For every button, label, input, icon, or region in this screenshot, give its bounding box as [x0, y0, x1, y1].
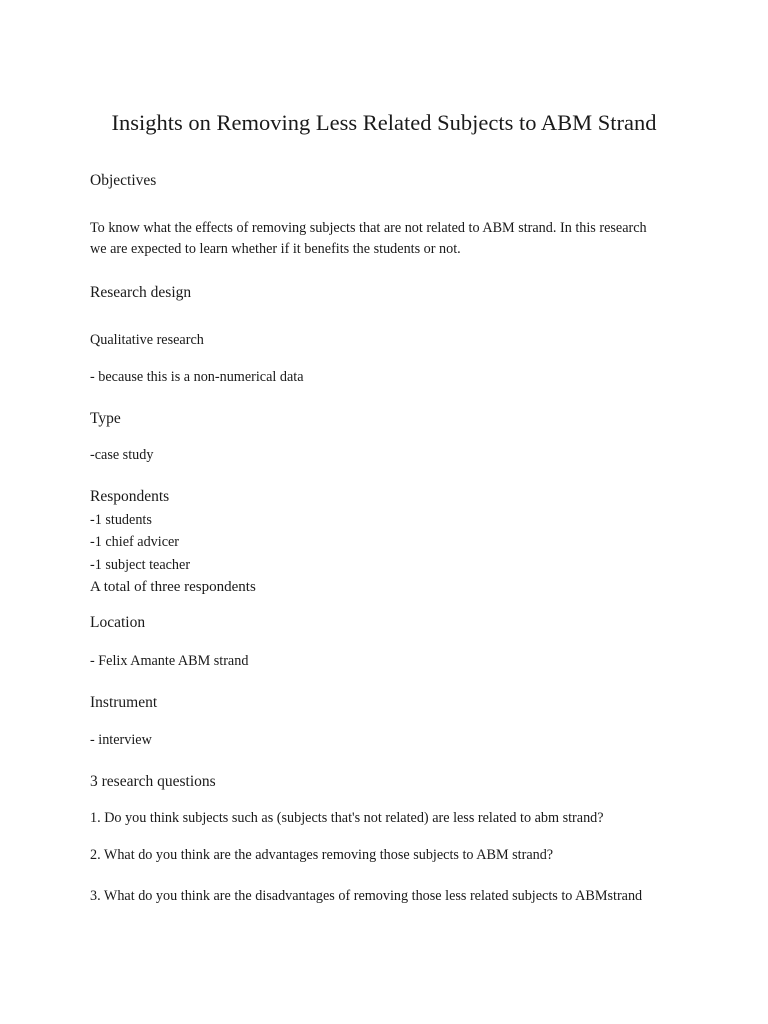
- respondents-list: [90, 509, 190, 576]
- respondent-item: -1 students: [90, 512, 152, 528]
- respondents-total: A total of three respondents: [90, 579, 256, 595]
- instrument-value: - interview: [90, 732, 152, 748]
- research-question-item: 3. What do you think are the disadvantages of removing those less related subjects to ABMstrand: [90, 888, 643, 904]
- research-design-kind: Qualitative research: [90, 332, 204, 348]
- location-value: - Felix Amante ABM strand: [90, 653, 249, 669]
- instrument-heading: Instrument: [90, 694, 158, 711]
- type-value: -case study: [90, 447, 154, 463]
- research-questions-heading: 3 research questions: [90, 773, 216, 790]
- type-heading: Type: [90, 410, 121, 427]
- respondent-item: -1 chief advicer: [90, 534, 180, 551]
- respondent-item: -1 subject teacher: [90, 556, 191, 573]
- objectives-heading: Objectives: [90, 172, 157, 189]
- research-question-item: 2. What do you think are the advantages removing those subjects to ABM strand?: [90, 847, 554, 863]
- document-title: Insights on Removing Less Related Subjects to ABM Strand: [111, 110, 657, 135]
- research-design-heading: Research design: [90, 284, 192, 301]
- research-design-reason: - because this is a non-numerical data: [90, 369, 304, 385]
- location-heading: Location: [90, 614, 146, 631]
- research-question-item: 1. Do you think subjects such as (subjects that's not related) are less related to abm strand?: [90, 810, 604, 826]
- objectives-text: To know what the effects of removing subjects that are not related to ABM strand. In this research we are expected to learn whether if it benefits the students or not.: [90, 220, 647, 257]
- respondents-heading: Respondents: [90, 488, 170, 505]
